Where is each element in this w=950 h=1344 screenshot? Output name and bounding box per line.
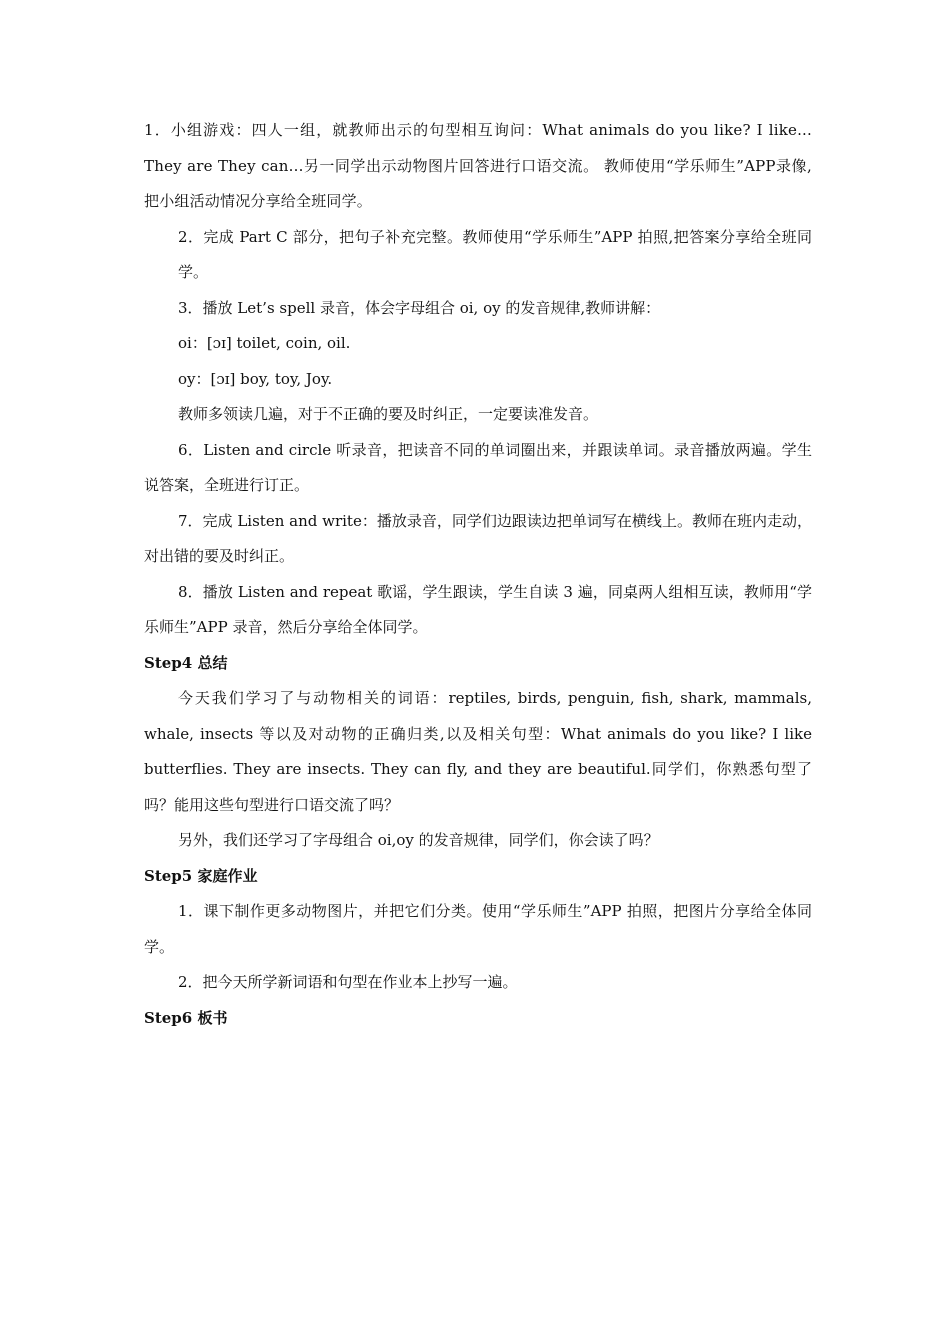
paragraph-summary-phonics: 另外，我们还学习了字母组合 oi,oy 的发音规律，同学们，你会读了吗？ xyxy=(178,831,659,849)
paragraph-listen-write: 7．完成 Listen and write：播放录音，同学们边跟读边把单词写在横线上。教师在班内走动，对出错的要及时纠正。 xyxy=(144,511,812,565)
paragraph-summary: 今天我们学习了与动物相关的词语：reptiles, birds, penguin, fish, shark, mammals, whale, insects 等以及对动物的正确归类,以及相关句型：What animals do you like? I like butterflies. They are insects. They can fly, and they are beautiful.同学们，你熟悉句型了吗？能用这些句型进行口语交流了吗？ xyxy=(144,689,812,814)
heading-step5: Step5 家庭作业 xyxy=(144,866,258,885)
paragraph-homework-1: 1．课下制作更多动物图片，并把它们分类。使用“学乐师生”APP 拍照，把图片分享给全体同学。 xyxy=(144,902,812,956)
paragraph-listen-repeat: 8．播放 Listen and repeat 歌谣，学生跟读，学生自读 3 遍，同桌两人组相互读，教师用“学乐师生”APP 录音，然后分享给全体同学。 xyxy=(144,582,812,636)
paragraph-lead-reading: 教师多领读几遍，对于不正确的要及时纠正，一定要读准发音。 xyxy=(178,405,599,423)
paragraph-lets-spell: 3．播放 Let’s spell 录音，体会字母组合 oi, oy 的发音规律,教师讲解： xyxy=(178,298,661,317)
phonics-oi-line: oi：[ɔɪ] toilet, coin, oil. xyxy=(178,334,351,352)
paragraph-homework-2: 2．把今天所学新词语和句型在作业本上抄写一遍。 xyxy=(178,973,518,991)
paragraph-listen-circle: 6．Listen and circle 听录音，把读音不同的单词圈出来，并跟读单词。录音播放两遍。学生说答案，全班进行订正。 xyxy=(144,440,812,494)
paragraph-group-game: 1．小组游戏：四人一组，就教师出示的句型相互询问：What animals do you like? I like... They are They can...另一同学出示动物图片回答进行口语交流。 教师使用“学乐师生”APP录像,把小组活动情况分享给全班同学。 xyxy=(144,121,812,210)
heading-step6: Step6 板书 xyxy=(144,1008,228,1027)
heading-step4: Step4 总结 xyxy=(144,653,228,672)
phonics-oy-line: oy：[ɔɪ] boy, toy, Joy. xyxy=(178,369,333,388)
document-body xyxy=(144,113,812,1036)
paragraph-part-c: 2．完成 Part C 部分，把句子补充完整。教师使用“学乐师生”APP 拍照,把答案分享给全班同学。 xyxy=(178,227,812,281)
